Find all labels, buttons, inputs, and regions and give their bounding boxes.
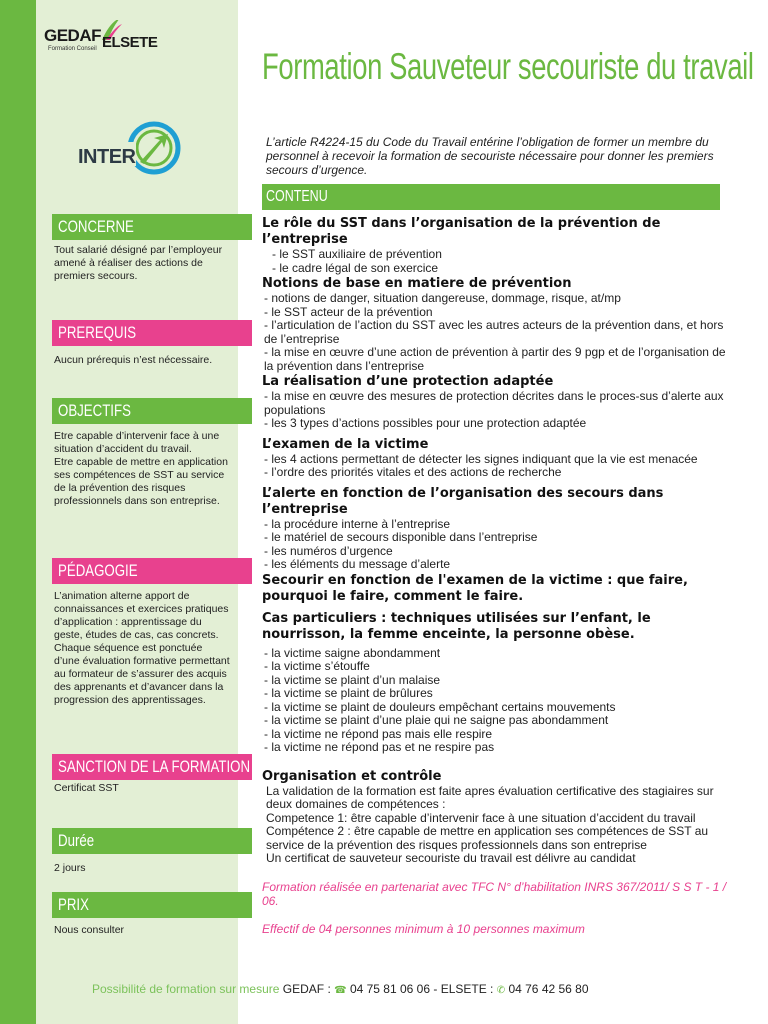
list-item: - la victime se plaint d’une plaie qui ne saigne pas abondamment [264,713,609,727]
list-item: - les 3 types d’actions possibles pour une protection adaptée [264,416,587,430]
list-item: - la mise en œuvre des mesures de protection décrites dans le proces-sus d’alerte aux populations [264,389,724,417]
prerequis-heading: PREREQUIS [52,320,252,346]
paragraph: Compétence 2 : être capable de mettre en application ses compétences de SST au service de la prévention des risques professionnels dans son entreprise [266,824,709,852]
inter-logo [78,118,188,178]
section-title: Cas particuliers : techniques utilisées sur l’enfant, le nourrisson, la femme enceinte, la personne obèse. [262,610,651,642]
sanction-text: Certificat SST [54,782,119,794]
sanction-heading: SANCTION DE LA FORMATION [52,754,252,780]
list-item: - la victime se plaint de douleurs empêchant certains mouvements [264,699,616,714]
section-title: La réalisation d’une protection adaptée [262,374,554,389]
footer-gedaf-phone: 04 75 81 06 06 [349,982,431,996]
gedaf-elsete-logo [44,20,158,60]
list-item: - la victime se plaint de brûlures [264,686,433,700]
list-item: - la victime s’étouffe [264,659,370,673]
list-item: - la victime ne répond pas et ne respire pas [264,740,495,754]
list-item: - les éléments du message d’alerte [264,557,451,571]
prerequis-text: Aucun prérequis n’est nécessaire. [54,354,213,366]
footer-separator: - [430,982,441,996]
duree-text: 2 jours [54,862,86,874]
logo-elsete: ELSETE [102,34,158,51]
list-item: - les 4 actions permettant de détecter les signes indiquant que la vie est menacée [264,451,698,466]
paragraph: Un certificat de sauveteur secouriste du travail est délivre au candidat [266,851,636,865]
list-item: - la victime se plaint d’un malaise [264,672,441,687]
paragraph: La validation de la formation est faite apres évaluation certificative des stagiaires sur deux domaines de compétences : [266,783,714,811]
section-title: L’examen de la victime [262,436,429,452]
page-title: Formation Sauveteur secouriste du travail [262,46,754,87]
list-item: - le matériel de secours disponible dans l’entreprise [264,530,538,544]
footer-elsete-phone: 04 76 42 56 80 [508,982,589,996]
concerne-heading: CONCERNE [52,214,252,240]
contenu-heading: CONTENU [262,184,720,210]
phone-icon: ✆ [496,985,506,996]
effectif-note: Effectif de 04 personnes minimum à 10 personnes maximum [262,921,585,936]
list-item: - notions de danger, situation dangereuse, dommage, risque, at/mp [264,291,621,305]
objectifs-text: Etre capable d’intervenir face à une situation d’accident du travail. Etre capable de mettre en application ses compétences de SST au service de la prévention des risques professionnels dans son entreprise. [54,430,228,507]
section-title: L’alerte en fonction de l’organisation des secours dans l’entreprise [262,485,664,517]
content-body [262,216,732,936]
phone-icon: ☎ [334,985,347,996]
duree-heading: Durée [52,828,252,854]
prix-text: Nous consulter [54,924,125,936]
list-item: - le SST auxiliaire de prévention [272,247,442,261]
list-item: - le SST acteur de la prévention [264,304,433,319]
list-item: - le cadre légal de son exercice [272,260,439,275]
list-item: - la victime ne répond pas mais elle respire [264,726,493,741]
section-title: Organisation et contrôle [262,768,442,784]
list-item: - la mise en œuvre d’une action de prévention à partir des 9 pgp et de l’organisation de la prévention dans l’entreprise [264,345,726,373]
prix-heading: PRIX [52,892,252,918]
footer-gedaf-label: GEDAF : [282,982,331,996]
inter-label: INTER [78,146,136,168]
footer-tagline: Possibilité de formation sur mesure [92,982,280,996]
section-title: Le rôle du SST dans l’organisation de la prévention de l’entreprise [262,216,661,247]
list-item: - les numéros d’urgence [264,543,393,558]
objectifs-heading: OBJECTIFS [52,398,252,424]
logo-gedaf: GEDAF [44,26,101,45]
concerne-text: Tout salarié désigné par l’employeur amené à réaliser des actions de premiers secours. [54,244,223,282]
intro-paragraph: L’article R4224-15 du Code du Travail entérine l’obligation de former un membre du personnel à recevoir la formation de secouriste nécessaire pour donner les premiers secours d’urgence. [266,135,714,177]
footer [92,982,589,996]
list-item: - la victime saigne abondamment [264,645,441,660]
footer-elsete-label: ELSETE : [440,982,494,996]
partner-note: Formation réalisée en partenariat avec TFC N° d’habilitation INRS 367/2011/ S S T - 1 / 06. [262,879,727,908]
section-title: Secourir en fonction de l'examen de la victime : que faire, pourquoi le faire, comment le faire. [262,572,688,604]
list-item: - l’ordre des priorités vitales et des actions de recherche [264,465,562,479]
pedagogie-heading: PÉDAGOGIE [52,558,252,584]
list-item: - l’articulation de l’action du SST avec les autres acteurs de la prévention dans, et hors de l’entreprise [264,318,724,346]
pedagogie-text: L’animation alterne apport de connaissances et exercices pratiques d’application : apprentissage du geste, études de cas, cas concrets. Chaque séquence est ponctuée d’une évaluation formative permettant au formateur de s’assurer des acquis des apprenants et d’avancer dans la progression des apprentissages. [54,590,230,706]
paragraph: Competence 1: être capable d’intervenir face à une situation d’accident du travail [266,810,696,825]
section-title: Notions de base en matiere de prévention [262,276,572,291]
logo-tagline: Formation Conseil [48,46,97,52]
left-accent-bar [0,0,36,1024]
list-item: - la procédure interne à l’entreprise [264,516,451,531]
